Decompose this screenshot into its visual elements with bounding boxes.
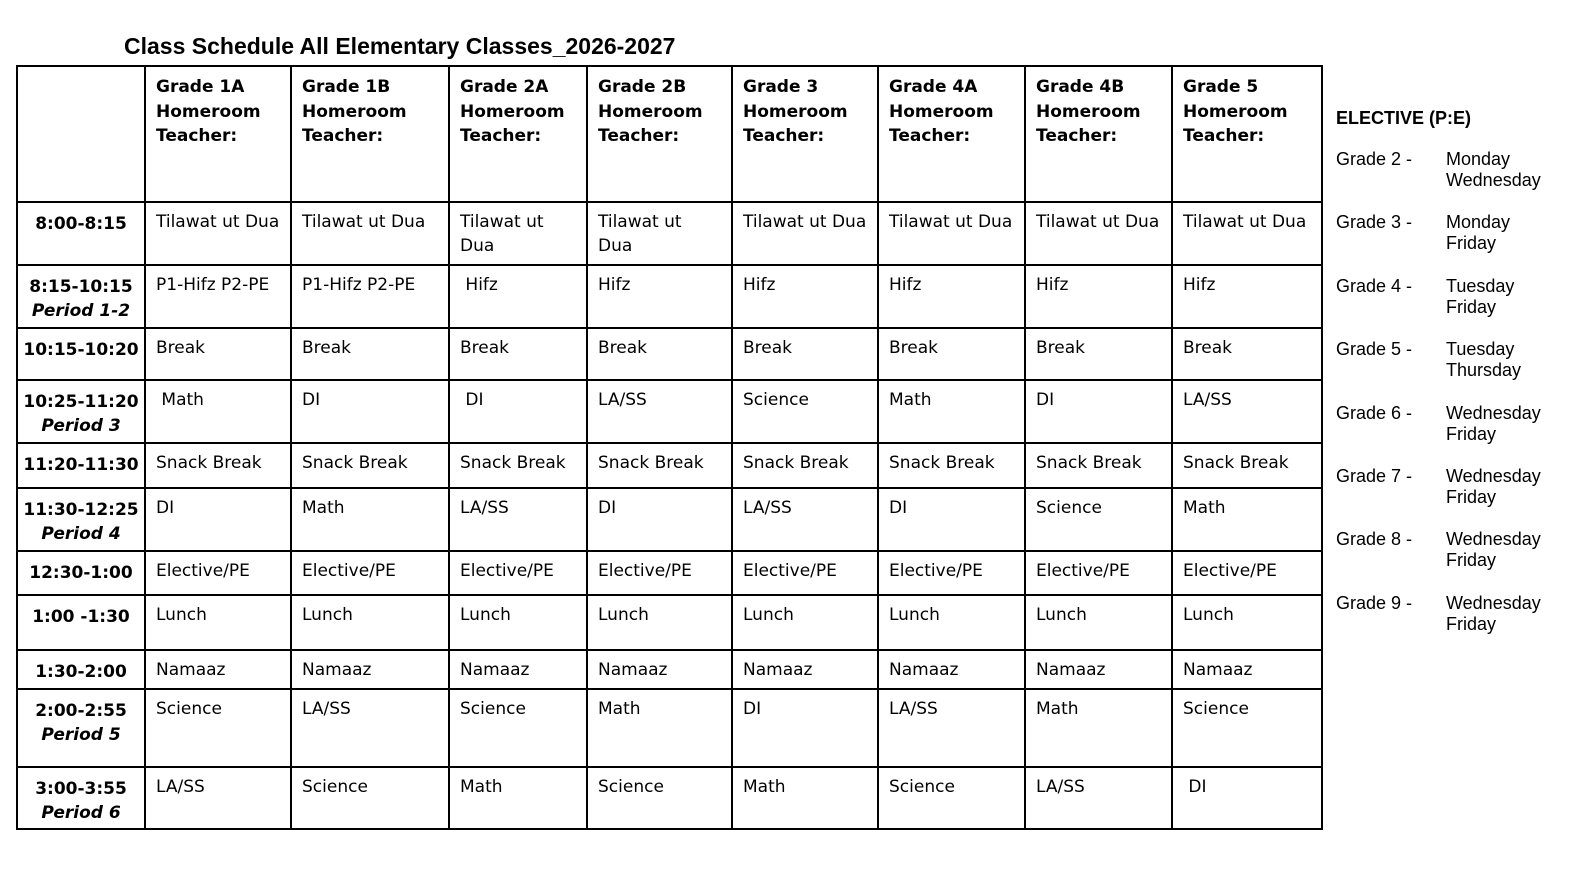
column-header: [145, 66, 291, 202]
class-cell: [449, 265, 587, 328]
class-cell: [145, 265, 291, 328]
class-cell: [291, 265, 449, 328]
class-subject: Namaaz: [1036, 660, 1106, 680]
class-cell: [587, 380, 732, 443]
class-cell: [1172, 265, 1322, 328]
class-cell: [878, 767, 1025, 829]
elective-grade: Grade 4 -: [1336, 275, 1413, 296]
schedule-row: [17, 443, 1322, 488]
class-cell: [587, 689, 732, 767]
class-cell: [291, 202, 449, 265]
class-subject: Snack Break: [302, 453, 408, 473]
corner-cell: [17, 66, 145, 202]
class-cell: [878, 595, 1025, 650]
class-cell: [449, 328, 587, 380]
schedule-row: [17, 650, 1322, 689]
class-cell: [1172, 595, 1322, 650]
elective-grade: Grade 7 -: [1336, 465, 1413, 486]
class-subject: Snack Break: [460, 453, 566, 473]
class-subject: LA/SS: [598, 390, 647, 410]
page-title: Class Schedule All Elementary Classes_2026-2027: [124, 33, 676, 59]
column-header-label: Grade 2B Homeroom Teacher:: [598, 77, 703, 146]
class-subject: Break: [1036, 338, 1085, 358]
class-subject: Tilawat ut Dua: [889, 212, 1013, 232]
class-cell: [1025, 202, 1172, 265]
class-subject: DI: [460, 390, 484, 410]
class-subject: Science: [302, 777, 368, 797]
class-subject: Hifz: [743, 275, 776, 295]
class-cell: [145, 328, 291, 380]
column-header-label: Grade 5 Homeroom Teacher:: [1183, 77, 1288, 146]
class-cell: [1172, 380, 1322, 443]
class-subject: Elective/PE: [743, 561, 837, 581]
class-subject: Hifz: [1036, 275, 1069, 295]
class-cell: [878, 380, 1025, 443]
class-cell: [587, 265, 732, 328]
class-subject: Lunch: [1036, 605, 1087, 625]
class-cell: [1025, 328, 1172, 380]
column-header: [732, 66, 878, 202]
class-subject: Math: [743, 777, 786, 797]
elective-days: Wednesday Friday: [1446, 592, 1541, 634]
class-subject: Break: [743, 338, 792, 358]
class-cell: [449, 689, 587, 767]
class-cell: [587, 595, 732, 650]
time-cell: [17, 551, 145, 595]
class-cell: [732, 767, 878, 829]
class-subject: Elective/PE: [156, 561, 250, 581]
class-cell: [587, 443, 732, 488]
class-subject: Namaaz: [302, 660, 372, 680]
elective-item: [1336, 403, 1586, 466]
class-subject: DI: [156, 498, 175, 518]
class-cell: [1025, 551, 1172, 595]
class-subject: DI: [889, 498, 908, 518]
class-cell: [145, 767, 291, 829]
class-cell: [732, 328, 878, 380]
class-subject: DI: [1036, 390, 1055, 410]
elective-item: [1336, 339, 1586, 402]
time-slot: 12:30-1:00: [29, 563, 133, 583]
class-subject: Namaaz: [1183, 660, 1253, 680]
class-subject: Snack Break: [889, 453, 995, 473]
time-cell: [17, 488, 145, 551]
class-subject: Science: [743, 390, 809, 410]
elective-days: Tuesday Thursday: [1446, 339, 1522, 381]
class-subject: DI: [302, 390, 321, 410]
class-subject: Tilawat ut Dua: [1036, 212, 1160, 232]
class-cell: [587, 202, 732, 265]
class-cell: [145, 551, 291, 595]
column-header-label: Grade 2A Homeroom Teacher:: [460, 77, 565, 146]
time-cell: [17, 328, 145, 380]
time-slot: 11:30-12:25: [23, 500, 139, 520]
class-cell: [145, 689, 291, 767]
class-subject: Lunch: [302, 605, 353, 625]
period-label: Period 6: [41, 803, 121, 823]
class-cell: [1172, 488, 1322, 551]
class-subject: Math: [156, 390, 204, 410]
elective-grade: Grade 3 -: [1336, 212, 1413, 233]
class-cell: [145, 595, 291, 650]
class-cell: [878, 488, 1025, 551]
period-label: Period 1-2: [31, 301, 131, 321]
time-cell: [17, 202, 145, 265]
column-header-label: Grade 1A Homeroom Teacher:: [156, 77, 261, 146]
class-cell: [732, 443, 878, 488]
time-slot: 1:00 -1:30: [32, 607, 130, 627]
class-subject: Snack Break: [1183, 453, 1289, 473]
elective-panel: [1336, 108, 1586, 656]
class-subject: Math: [302, 498, 345, 518]
class-subject: Science: [598, 777, 664, 797]
class-cell: [449, 595, 587, 650]
class-subject: Tilawat ut Dua: [156, 212, 280, 232]
class-subject: Namaaz: [889, 660, 959, 680]
time-slot: 3:00-3:55: [35, 779, 127, 799]
header-row: [17, 66, 1322, 202]
class-cell: [449, 650, 587, 689]
class-subject: Hifz: [598, 275, 631, 295]
class-cell: [1172, 650, 1322, 689]
class-cell: [449, 551, 587, 595]
class-cell: [732, 202, 878, 265]
class-subject: Science: [1183, 699, 1249, 719]
class-cell: [145, 443, 291, 488]
class-cell: [587, 767, 732, 829]
class-subject: LA/SS: [156, 777, 205, 797]
schedule-row: [17, 551, 1322, 595]
class-cell: [1025, 443, 1172, 488]
class-subject: Math: [889, 390, 932, 410]
class-cell: [732, 595, 878, 650]
class-subject: Lunch: [156, 605, 207, 625]
class-cell: [587, 488, 732, 551]
class-cell: [878, 202, 1025, 265]
class-subject: Break: [889, 338, 938, 358]
class-subject: Elective/PE: [598, 561, 692, 581]
class-cell: [1172, 689, 1322, 767]
column-header: [587, 66, 732, 202]
column-header: [1025, 66, 1172, 202]
column-header-label: Grade 3 Homeroom Teacher:: [743, 77, 848, 146]
class-subject: Break: [598, 338, 647, 358]
class-cell: [878, 689, 1025, 767]
class-subject: Lunch: [889, 605, 940, 625]
column-header: [291, 66, 449, 202]
class-cell: [1172, 328, 1322, 380]
time-slot: 10:25-11:20: [23, 392, 139, 412]
class-cell: [449, 380, 587, 443]
class-subject: Tilawat ut Dua: [598, 212, 687, 256]
class-cell: [732, 265, 878, 328]
class-cell: [732, 551, 878, 595]
class-subject: Snack Break: [598, 453, 704, 473]
class-cell: [587, 650, 732, 689]
class-subject: P1-Hifz P2-PE: [156, 275, 270, 295]
class-subject: Break: [1183, 338, 1232, 358]
class-cell: [732, 380, 878, 443]
class-cell: [291, 767, 449, 829]
class-cell: [291, 551, 449, 595]
schedule-row: [17, 767, 1322, 829]
period-label: Period 3: [41, 416, 121, 436]
class-subject: Namaaz: [156, 660, 226, 680]
class-subject: Science: [156, 699, 222, 719]
schedule-table: [16, 65, 1323, 830]
column-header: [878, 66, 1025, 202]
class-subject: Tilawat ut Dua: [743, 212, 867, 232]
elective-item: [1336, 212, 1586, 275]
class-subject: LA/SS: [1036, 777, 1085, 797]
class-cell: [291, 595, 449, 650]
class-cell: [449, 202, 587, 265]
period-label: Period 4: [41, 524, 121, 544]
column-header-label: [18, 67, 144, 75]
column-header: [449, 66, 587, 202]
time-slot: 10:15-10:20: [23, 340, 139, 360]
class-cell: [1025, 488, 1172, 551]
class-subject: Lunch: [460, 605, 511, 625]
class-subject: Math: [1183, 498, 1226, 518]
class-cell: [878, 551, 1025, 595]
class-cell: [291, 380, 449, 443]
class-subject: Namaaz: [743, 660, 813, 680]
elective-days: Wednesday Friday: [1446, 402, 1541, 444]
class-cell: [1025, 595, 1172, 650]
class-subject: Lunch: [1183, 605, 1234, 625]
elective-days: Wednesday Friday: [1446, 529, 1541, 571]
class-cell: [291, 328, 449, 380]
elective-days: Tuesday Friday: [1446, 275, 1515, 317]
class-subject: Tilawat ut Dua: [1183, 212, 1307, 232]
column-header: [1172, 66, 1322, 202]
elective-list: [1336, 149, 1586, 656]
column-header-label: Grade 4A Homeroom Teacher:: [889, 77, 994, 146]
class-cell: [1025, 689, 1172, 767]
time-slot: 8:00-8:15: [35, 214, 127, 234]
class-cell: [1025, 767, 1172, 829]
class-cell: [449, 443, 587, 488]
class-cell: [732, 488, 878, 551]
class-subject: Elective/PE: [889, 561, 983, 581]
class-subject: Math: [1036, 699, 1079, 719]
class-subject: LA/SS: [1183, 390, 1232, 410]
period-label: Period 5: [41, 725, 121, 745]
elective-title: ELECTIVE (P:E): [1336, 108, 1472, 128]
column-header-label: Grade 1B Homeroom Teacher:: [302, 77, 407, 146]
elective-grade: Grade 2 -: [1336, 149, 1413, 169]
time-cell: [17, 443, 145, 488]
class-cell: [1025, 380, 1172, 443]
class-cell: [1172, 202, 1322, 265]
class-subject: DI: [743, 699, 762, 719]
elective-days: Wednesday Friday: [1446, 465, 1541, 507]
class-subject: Break: [156, 338, 205, 358]
schedule-row: [17, 265, 1322, 328]
schedule-row: [17, 488, 1322, 551]
elective-days: Monday Wednesday: [1446, 149, 1541, 190]
time-cell: [17, 595, 145, 650]
class-subject: Elective/PE: [460, 561, 554, 581]
class-subject: DI: [598, 498, 617, 518]
schedule-row: [17, 328, 1322, 380]
elective-grade: Grade 6 -: [1336, 402, 1413, 423]
class-subject: Break: [460, 338, 509, 358]
elective-item: [1336, 466, 1586, 529]
class-subject: Break: [302, 338, 351, 358]
class-subject: Snack Break: [743, 453, 849, 473]
class-cell: [1172, 551, 1322, 595]
class-cell: [1172, 443, 1322, 488]
elective-item: [1336, 149, 1586, 212]
schedule-row: [17, 689, 1322, 767]
schedule-row: [17, 595, 1322, 650]
class-subject: Hifz: [889, 275, 922, 295]
class-subject: Hifz: [460, 275, 498, 295]
time-cell: [17, 650, 145, 689]
class-subject: Snack Break: [1036, 453, 1142, 473]
column-header-label: Grade 4B Homeroom Teacher:: [1036, 77, 1141, 146]
class-cell: [449, 488, 587, 551]
class-subject: LA/SS: [889, 699, 938, 719]
class-cell: [145, 202, 291, 265]
class-cell: [145, 650, 291, 689]
schedule-row: [17, 380, 1322, 443]
class-subject: P1-Hifz P2-PE: [302, 275, 416, 295]
time-slot: 8:15-10:15: [29, 277, 133, 297]
class-subject: Math: [598, 699, 641, 719]
class-cell: [587, 328, 732, 380]
time-cell: [17, 265, 145, 328]
class-subject: Lunch: [598, 605, 649, 625]
class-cell: [732, 650, 878, 689]
class-cell: [291, 443, 449, 488]
class-subject: Tilawat ut Dua: [302, 212, 426, 232]
class-cell: [291, 488, 449, 551]
class-subject: Math: [460, 777, 503, 797]
class-cell: [878, 328, 1025, 380]
time-slot: 1:30-2:00: [35, 662, 127, 682]
elective-grade: Grade 8 -: [1336, 529, 1413, 550]
class-cell: [587, 551, 732, 595]
time-slot: 2:00-2:55: [35, 701, 127, 721]
class-subject: DI: [1183, 777, 1207, 797]
time-cell: [17, 689, 145, 767]
class-subject: Elective/PE: [302, 561, 396, 581]
class-cell: [878, 443, 1025, 488]
class-cell: [878, 650, 1025, 689]
class-cell: [291, 689, 449, 767]
elective-item: [1336, 529, 1586, 592]
elective-item: [1336, 593, 1586, 656]
class-subject: Science: [460, 699, 526, 719]
class-subject: Namaaz: [460, 660, 530, 680]
elective-grade: Grade 5 -: [1336, 339, 1413, 360]
time-cell: [17, 767, 145, 829]
class-cell: [291, 650, 449, 689]
class-cell: [1025, 650, 1172, 689]
class-subject: Tilawat ut Dua: [460, 212, 544, 256]
class-cell: [732, 689, 878, 767]
class-subject: Elective/PE: [1036, 561, 1130, 581]
class-subject: Lunch: [743, 605, 794, 625]
class-cell: [449, 767, 587, 829]
time-slot: 11:20-11:30: [23, 455, 139, 475]
class-cell: [1025, 265, 1172, 328]
elective-days: Monday Friday: [1446, 212, 1511, 254]
class-subject: LA/SS: [743, 498, 792, 518]
class-subject: Science: [1036, 498, 1102, 518]
elective-grade: Grade 9 -: [1336, 592, 1413, 613]
class-subject: Snack Break: [156, 453, 262, 473]
class-subject: Elective/PE: [1183, 561, 1277, 581]
class-subject: LA/SS: [302, 699, 351, 719]
class-subject: Namaaz: [598, 660, 668, 680]
class-cell: [145, 488, 291, 551]
elective-item: [1336, 276, 1586, 339]
class-cell: [145, 380, 291, 443]
class-subject: Science: [889, 777, 955, 797]
class-cell: [878, 265, 1025, 328]
class-cell: [1172, 767, 1322, 829]
class-subject: LA/SS: [460, 498, 509, 518]
class-subject: Hifz: [1183, 275, 1216, 295]
time-cell: [17, 380, 145, 443]
schedule-row: [17, 202, 1322, 265]
